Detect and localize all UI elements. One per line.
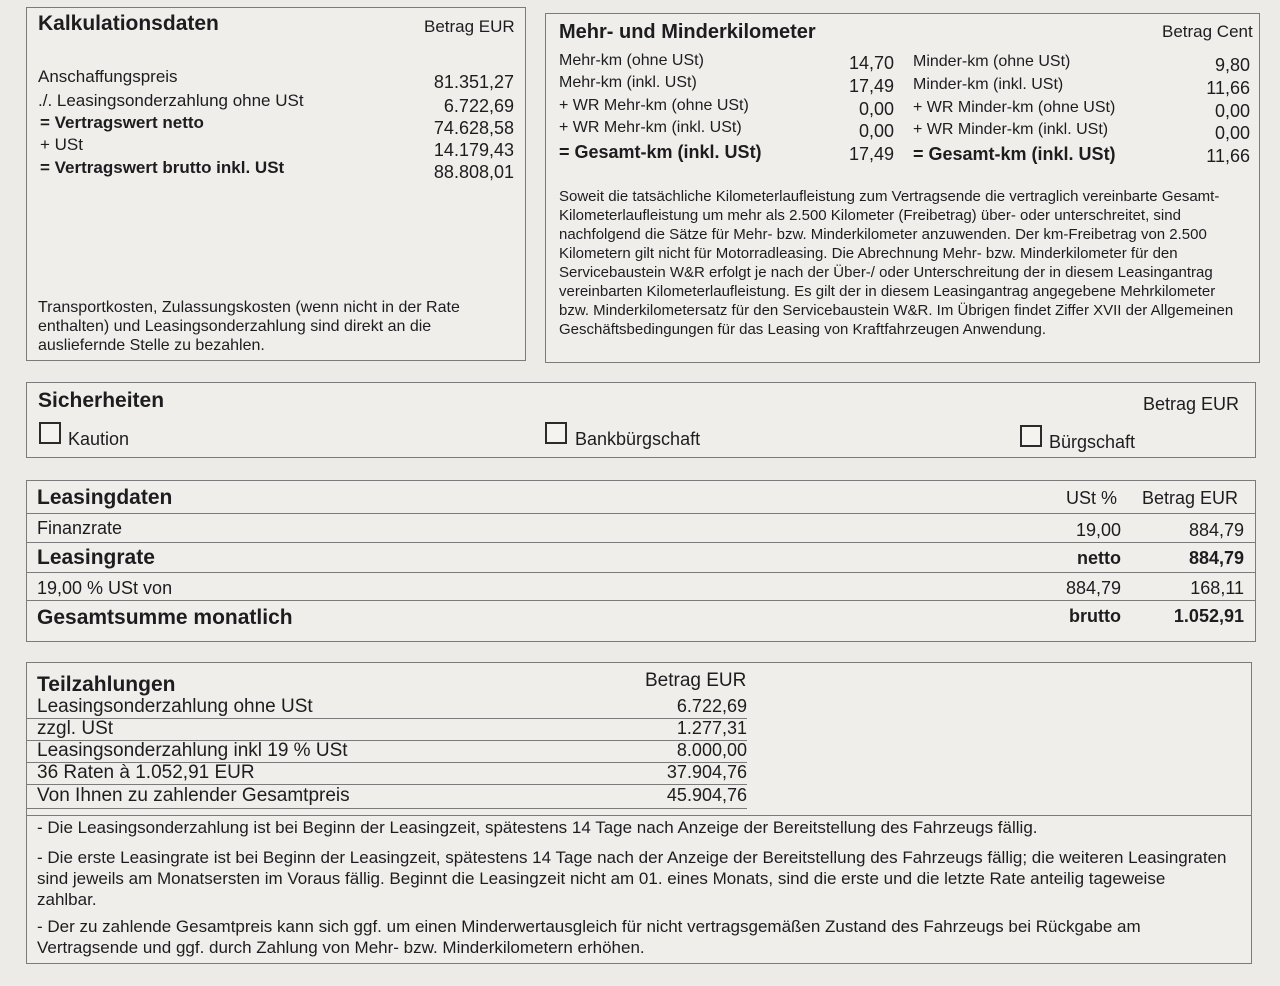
teilzahlung-label: Von Ihnen zu zahlender Gesamtpreis	[37, 785, 350, 806]
ust-label: 19,00 % USt von	[37, 578, 173, 598]
teilzahlungen-header: Betrag EUR	[645, 670, 747, 691]
kalk-value: 81.351,27	[433, 72, 514, 92]
km-label-minder: Minder-km (ohne USt)	[913, 53, 1071, 70]
bankbuergschaft-label: Bankbürgschaft	[575, 429, 701, 449]
km-label-minder: + WR Minder-km (ohne USt)	[913, 99, 1116, 116]
kalk-value: 74.628,58	[433, 118, 514, 138]
km-label-minder-total: = Gesamt-km (inkl. USt)	[913, 144, 1116, 164]
divider	[27, 542, 1255, 543]
km-label-mehr: Mehr-km (inkl. USt)	[559, 74, 697, 91]
km-value-minder: 9,80	[1214, 55, 1250, 75]
km-label-minder: Minder-km (inkl. USt)	[913, 76, 1064, 93]
km-value-minder: 11,66	[1206, 78, 1250, 98]
leasingdaten-col-ust: USt %	[1066, 488, 1118, 508]
buergschaft-checkbox[interactable]	[1020, 425, 1042, 447]
teilzahlung-value: 6.722,69	[676, 696, 747, 716]
teilzahlung-label: 36 Raten à 1.052,91 EUR	[37, 762, 255, 783]
kalk-label: = Vertragswert netto	[40, 113, 204, 132]
bankbuergschaft-checkbox[interactable]	[545, 422, 567, 444]
km-title: Mehr- und Minderkilometer	[559, 21, 816, 43]
km-value-mehr: 0,00	[858, 121, 894, 141]
leasingrate-value: 884,79	[1188, 548, 1244, 568]
divider	[27, 513, 1255, 514]
kalk-value: 88.808,01	[433, 162, 514, 182]
teilzahlung-label: zzgl. USt	[37, 718, 114, 739]
km-label-mehr-total: = Gesamt-km (inkl. USt)	[559, 142, 762, 162]
ust-value: 168,11	[1190, 578, 1244, 598]
km-value-mehr-total: 17,49	[848, 144, 894, 164]
teilzahlungen-note: - Die erste Leasingrate ist bei Beginn der Leasingzeit, spätestens 14 Tage nach der Anzeige der Bereitstellung des Fahrzeugs fällig; die weiteren Leasingraten sind jeweils am Monatsersten im Voraus fällig. Beginnt die Leasingzeit nicht am 01. eines Monats, sind die erste und die letzte Rate anteilig tageweise zahlbar.	[37, 848, 1227, 909]
kalk-value: 6.722,69	[443, 96, 514, 116]
ust-mid: 884,79	[1065, 578, 1121, 598]
km-label-mehr: + WR Mehr-km (inkl. USt)	[559, 119, 742, 136]
km-label-mehr: + WR Mehr-km (ohne USt)	[559, 97, 749, 114]
km-value-mehr: 14,70	[848, 53, 894, 73]
km-value-mehr: 17,49	[848, 76, 894, 96]
km-label-mehr: Mehr-km (ohne USt)	[559, 52, 704, 69]
teilzahlungen-note: - Der zu zahlende Gesamtpreis kann sich ggf. um einen Minderwertausgleich für nicht vertragsgemäßen Zustand des Fahrzeugs bei Rückgabe am Vertragsende und ggf. durch Zahlung von Mehr- bzw. Minderkilometern erhöhen.	[37, 917, 1141, 957]
finanzrate-value: 884,79	[1188, 520, 1244, 540]
kaution-checkbox[interactable]	[39, 422, 61, 444]
teilzahlungen-title: Teilzahlungen	[37, 673, 176, 696]
leasingdaten-title: Leasingdaten	[37, 486, 173, 509]
teilzahlung-label: Leasingsonderzahlung ohne USt	[37, 696, 313, 717]
gesamtsumme-mid: brutto	[1069, 606, 1121, 626]
sicherheiten-header: Betrag EUR	[1143, 394, 1240, 414]
kalk-label: + USt	[40, 135, 83, 154]
finanzrate-ust: 19,00	[1075, 520, 1121, 540]
kalk-label: = Vertragswert brutto inkl. USt	[40, 158, 285, 177]
kalk-label: Anschaffungspreis	[38, 67, 178, 86]
gesamtsumme-value: 1.052,91	[1173, 606, 1244, 626]
teilzahlung-value: 45.904,76	[666, 785, 747, 805]
kaution-label: Kaution	[68, 429, 130, 449]
leasingrate-mid: netto	[1077, 548, 1121, 568]
teilzahlung-value: 37.904,76	[666, 762, 747, 782]
divider	[27, 600, 1255, 601]
km-value-minder-total: 11,66	[1206, 146, 1250, 166]
finanzrate-label: Finanzrate	[37, 518, 123, 538]
kalk-label: ./. Leasingsonderzahlung ohne USt	[38, 91, 304, 110]
divider	[27, 808, 747, 809]
leasingrate-label: Leasingrate	[37, 546, 155, 569]
kalkulationsdaten-title: Kalkulationsdaten	[38, 12, 219, 35]
kalkulationsdaten-note: Transportkosten, Zulassungskosten (wenn nicht in der Rate enthalten) und Leasingsonderzahlung sind direkt an die ausliefernde Stelle zu bezahlen.	[38, 299, 460, 354]
kalk-value: 14.179,43	[433, 140, 514, 160]
km-explanation-text: Soweit die tatsächliche Kilometerlaufleistung zum Vertragsende die vertraglich vereinbarte Gesamt-Kilometerlaufleistung um mehr als 2.500 Kilometer (Freibetrag) über- oder unterschreitet, sind nachfolgend die Sätze für Mehr- bzw. Minderkilometer anzuwenden. Der km-Freibetrag von 2.500 Kilometern gilt nicht für Motorradleasing. Die Abrechnung Mehr- bzw. Minderkilometer für den Servicebaustein W&R erfolgt je nach der Über-/ oder Unterschreitung der in diesem Leasingantrag vereinbarten Kilometerlaufleistung. Es gilt der in diesem Leasingantrag angegebene Mehrkilometer bzw. Minderkilometersatz für den Servicebaustein W&R. Im Übrigen findet Ziffer XVII der Allgemeinen Geschäftsbedingungen für das Leasing von Kraftfahrzeugen Anwendung.	[559, 188, 1234, 338]
leasingdaten-col-betrag: Betrag EUR	[1142, 488, 1239, 508]
gesamtsumme-label: Gesamtsumme monatlich	[37, 606, 293, 629]
teilzahlung-value: 1.277,31	[676, 718, 747, 738]
km-value-minder: 0,00	[1214, 101, 1250, 121]
divider	[27, 815, 1251, 816]
teilzahlung-value: 8.000,00	[676, 740, 747, 760]
km-value-minder: 0,00	[1214, 123, 1250, 143]
divider	[27, 718, 747, 719]
divider	[27, 572, 1255, 573]
kalkulationsdaten-header: Betrag EUR	[424, 17, 515, 36]
teilzahlungen-note: - Die Leasingsonderzahlung ist bei Beginn der Leasingzeit, spätestens 14 Tage nach Anzeige der Bereitstellung des Fahrzeugs fällig.	[37, 818, 1038, 837]
km-header: Betrag Cent	[1162, 22, 1253, 41]
sicherheiten-title: Sicherheiten	[38, 389, 165, 412]
buergschaft-label: Bürgschaft	[1049, 432, 1136, 452]
km-value-mehr: 0,00	[858, 99, 894, 119]
km-label-minder: + WR Minder-km (inkl. USt)	[913, 121, 1109, 138]
teilzahlung-label: Leasingsonderzahlung inkl 19 % USt	[37, 740, 348, 761]
